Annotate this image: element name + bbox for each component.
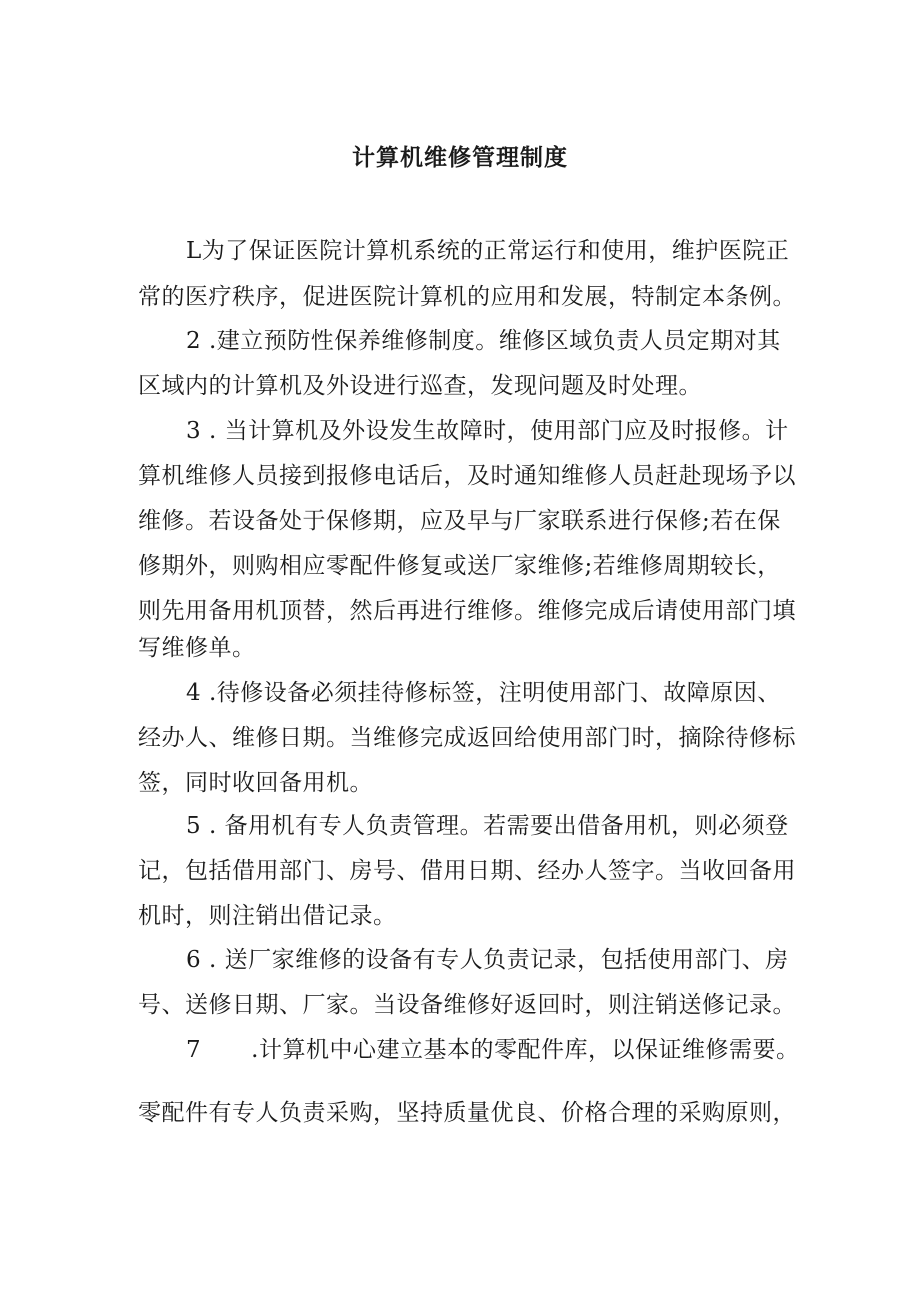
paragraph-1-line-2: 常的医疗秩序，促进医院计算机的应用和发展，特制定本条例。: [138, 284, 796, 310]
paragraph-5-line-2: 记，包括借用部门、房号、借用日期、经办人签字。当收回备用: [138, 858, 796, 884]
paragraph-3-line-6: 写维修单。: [138, 635, 256, 661]
paragraph-7-line-2: 零配件有专人负责采购，坚持质量优良、价格合理的采购原则，: [138, 1100, 796, 1126]
paragraph-3-line-4: 修期外，则购相应零配件修复或送厂家维修;若维修周期较长，: [138, 553, 781, 579]
paragraph-5-line-1: 5 . 备用机有专人负责管理。若需要出借备用机，则必须登: [186, 813, 789, 839]
item-7-text: .计算机中心建立基本的零配件库，以保证维修需要。: [251, 1037, 800, 1063]
paragraph-4-line-2: 经办人、维修日期。当维修完成返回给使用部门时，摘除待修标: [138, 725, 796, 751]
paragraph-1-line-1: L为了保证医院计算机系统的正常运行和使用，维护医院正: [186, 238, 790, 264]
paragraph-4-line-3: 签，同时收回备用机。: [138, 770, 373, 796]
paragraph-3-line-5: 则先用备用机顶替，然后再进行维修。维修完成后请使用部门填: [138, 598, 796, 624]
paragraph-6-line-2: 号、送修日期、厂家。当设备维修好返回时，则注销送修记录。: [138, 992, 796, 1018]
paragraph-3-line-3: 维修。若设备处于保修期，应及早与厂家联系进行保修;若在保: [138, 508, 781, 534]
paragraph-3-line-2: 算机维修人员接到报修电话后，及时通知维修人员赶赴现场予以: [138, 463, 796, 489]
paragraph-6-line-1: 6 . 送厂家维修的设备有专人负责记录，包括使用部门、房: [186, 947, 789, 973]
document-title: 计算机维修管理制度: [352, 144, 568, 171]
paragraph-2-line-1: 2 .建立预防性保养维修制度。维修区域负责人员定期对其: [186, 328, 781, 354]
paragraph-7-line-1: [186, 1032, 799, 1068]
paragraph-5-line-3: 机时，则注销出借记录。: [138, 903, 397, 929]
item-7-number: 7: [186, 1037, 202, 1063]
paragraph-4-line-1: 4 .待修设备必须挂待修标签，注明使用部门、故障原因、: [186, 680, 781, 706]
paragraph-3-line-1: 3 . 当计算机及外设发生故障时，使用部门应及时报修。计: [186, 418, 789, 444]
paragraph-2-line-2: 区域内的计算机及外设进行巡查，发现问题及时处理。: [138, 373, 702, 399]
